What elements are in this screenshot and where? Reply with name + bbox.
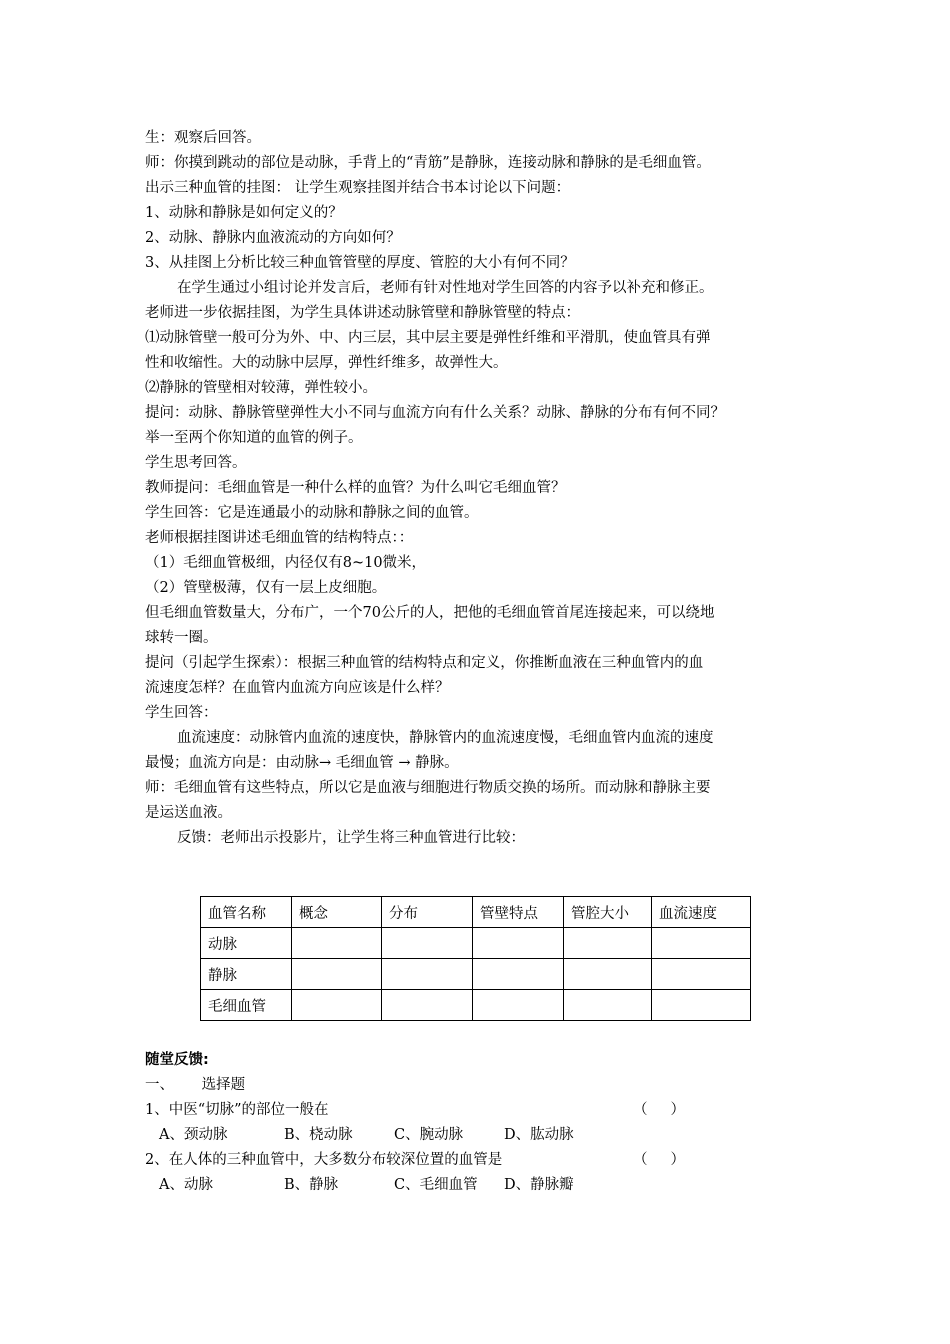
table-header: 血管名称 (201, 897, 292, 928)
text-line: 反馈：老师出示投影片，让学生将三种血管进行比较： (177, 830, 525, 846)
answer-blank: （ ） (633, 1152, 686, 1168)
answer-blank: （ ） (633, 1102, 686, 1118)
question-1: 1、动脉和静脉是如何定义的？ (145, 205, 343, 221)
text-line: 提问（引起学生探索）：根据三种血管的结构特点和定义，你推断血液在三种血管内的血 (145, 655, 704, 671)
feedback-title: 随堂反馈: (145, 1052, 209, 1068)
text-line: 最慢；血流方向是：由动脉→ 毛细血管 → 静脉。 (145, 755, 459, 771)
table-cell (292, 928, 382, 959)
option-d: D、静脉瓣 (504, 1177, 574, 1193)
question-2: 2、动脉、静脉内血液流动的方向如何？ (145, 230, 401, 246)
text-line: 学生思考回答。 (145, 455, 247, 471)
row-label: 动脉 (201, 928, 292, 959)
quiz-options-1 (145, 1123, 805, 1148)
text-line: 老师根据挂图讲述毛细血管的结构特点：： (145, 530, 414, 546)
table-header: 管腔大小 (564, 897, 652, 928)
text-line: 流速度怎样？在血管内血流方向应该是什么样？ (145, 680, 450, 696)
option-c: C、腕动脉 (394, 1127, 464, 1143)
quiz-options-2 (145, 1173, 805, 1198)
text-line: 学生回答： (145, 705, 218, 721)
text-line: 球转一圈。 (145, 630, 218, 646)
question-text: 1、中医“切脉”的部位一般在 (145, 1102, 329, 1118)
text-line: ⑴动脉管壁一般可分为外、中、内三层，其中层主要是弹性纤维和平滑肌，使血管具有弹 (145, 330, 711, 346)
text-line: 师：毛细血管有这些特点，所以它是血液与细胞进行物质交换的场所。而动脉和静脉主要 (145, 780, 711, 796)
text-line: 出示三种血管的挂图： 让学生观察挂图并结合书本讨论以下问题： (145, 180, 571, 196)
table-cell (382, 928, 473, 959)
table-cell (652, 959, 751, 990)
text-line: 提问：动脉、静脉管壁弹性大小不同与血流方向有什么关系？动脉、静脉的分布有何不同？ (145, 405, 725, 421)
text-line: 但毛细血管数量大，分布广，一个70公斤的人，把他的毛细血管首尾连接起来，可以绕地 (145, 605, 715, 621)
table-cell (382, 959, 473, 990)
table-cell (652, 990, 751, 1021)
text-line: 在学生通过小组讨论并发言后，老师有针对性地对学生回答的内容予以补充和修正。 (177, 280, 714, 296)
feedback-section (145, 1048, 805, 1198)
table-cell (564, 928, 652, 959)
text-line: 举一至两个你知道的血管的例子。 (145, 430, 363, 446)
table-header: 概念 (292, 897, 382, 928)
option-d: D、肱动脉 (504, 1127, 574, 1143)
text-line: 生：观察后回答。 (145, 130, 261, 146)
quiz-question-1 (145, 1098, 805, 1123)
text-line: 性和收缩性。大的动脉中层厚，弹性纤维多，故弹性大。 (145, 355, 508, 371)
row-label: 静脉 (201, 959, 292, 990)
text-line: （1）毛细血管极细，内径仅有8~10微米， (145, 555, 427, 571)
text-line: （2）管壁极薄，仅有一层上皮细胞。 (145, 580, 387, 596)
lesson-body (145, 126, 805, 851)
comparison-table (200, 896, 751, 1021)
table-header: 血流速度 (652, 897, 751, 928)
text-line: ⑵静脉的管壁相对较薄，弹性较小。 (145, 380, 377, 396)
table-cell (382, 990, 473, 1021)
table-header: 管壁特点 (473, 897, 564, 928)
option-c: C、毛细血管 (394, 1177, 478, 1193)
table-cell (292, 959, 382, 990)
option-a: A、颈动脉 (159, 1127, 228, 1143)
text-line: 老师进一步依据挂图，为学生具体讲述动脉管壁和静脉管壁的特点： (145, 305, 580, 321)
table-cell (652, 928, 751, 959)
section-heading: 一、 选择题 (145, 1077, 246, 1093)
table-cell (564, 990, 652, 1021)
table-header-row (201, 897, 751, 928)
question-3: 3、从挂图上分析比较三种血管管壁的厚度、管腔的大小有何不同？ (145, 255, 575, 271)
table-header: 分布 (382, 897, 473, 928)
table-cell (292, 990, 382, 1021)
table-cell (473, 990, 564, 1021)
option-b: B、静脉 (284, 1177, 339, 1193)
text-line: 教师提问：毛细血管是一种什么样的血管？为什么叫它毛细血管？ (145, 480, 566, 496)
text-line: 是运送血液。 (145, 805, 232, 821)
text-line: 血流速度：动脉管内血流的速度快，静脉管内的血流速度慢，毛细血管内血流的速度 (177, 730, 714, 746)
table-cell (473, 928, 564, 959)
quiz-question-2 (145, 1148, 805, 1173)
option-a: A、动脉 (159, 1177, 213, 1193)
text-line: 学生回答：它是连通最小的动脉和静脉之间的血管。 (145, 505, 479, 521)
option-b: B、桡动脉 (284, 1127, 353, 1143)
table-cell (473, 959, 564, 990)
text-line: 师：你摸到跳动的部位是动脉，手背上的“青筋”是静脉，连接动脉和静脉的是毛细血管。 (145, 155, 711, 171)
table-cell (564, 959, 652, 990)
table-row (201, 990, 751, 1021)
question-text: 2、在人体的三种血管中，大多数分布较深位置的血管是 (145, 1152, 503, 1168)
table-row (201, 928, 751, 959)
row-label: 毛细血管 (201, 990, 292, 1021)
table-row (201, 959, 751, 990)
